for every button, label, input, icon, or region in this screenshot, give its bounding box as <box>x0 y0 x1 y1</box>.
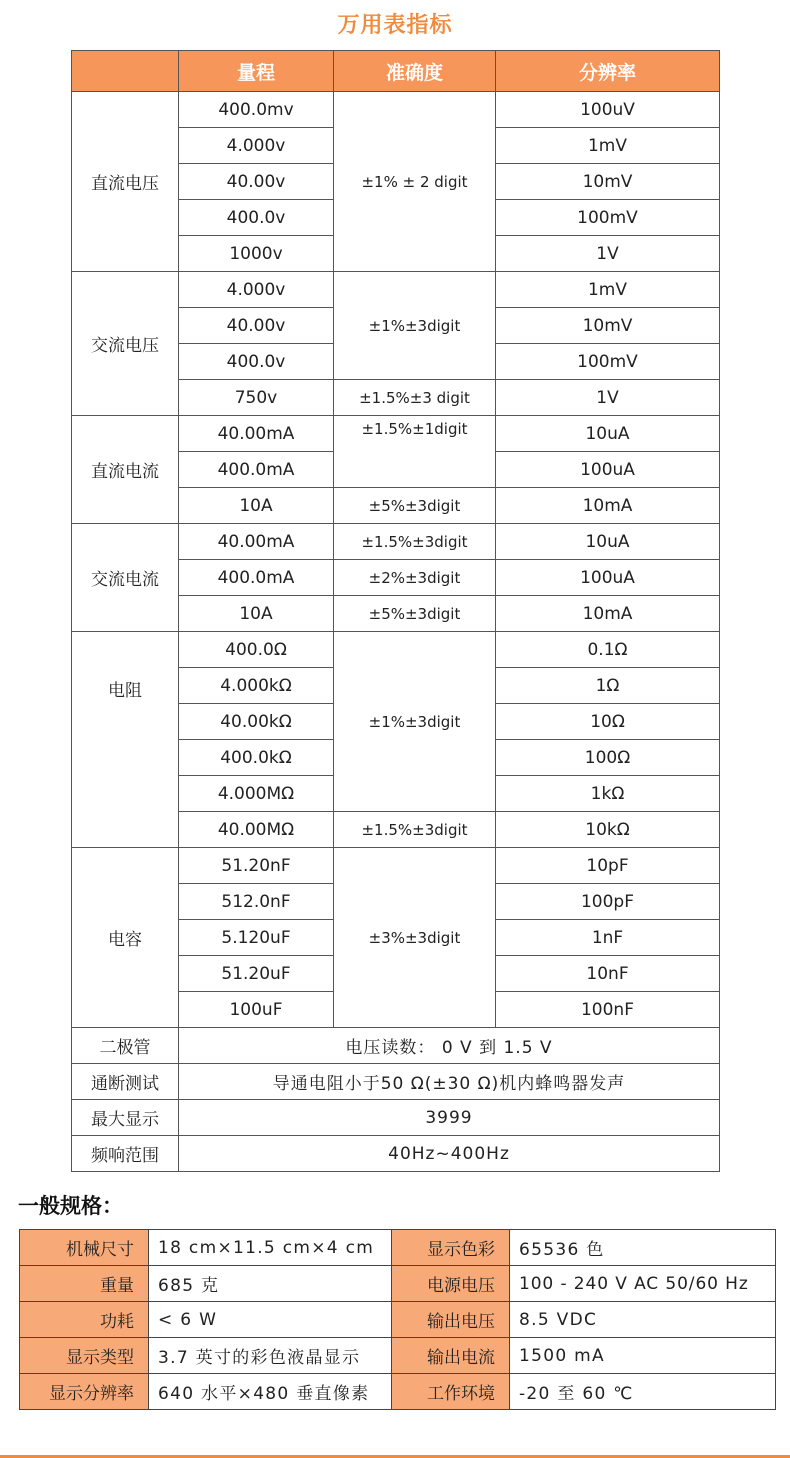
range-cell: 750v <box>179 380 334 416</box>
spec-key: 重量 <box>20 1266 149 1302</box>
resolution-cell: 10uA <box>496 416 720 452</box>
resolution-cell: 10mA <box>496 488 720 524</box>
misc-value-continuity: 导通电阻小于50 Ω(±30 Ω)机内蜂鸣器发声 <box>179 1064 720 1100</box>
spec-key: 显示类型 <box>20 1338 149 1374</box>
resolution-cell: 0.1Ω <box>496 632 720 668</box>
resolution-cell: 100Ω <box>496 740 720 776</box>
spec-value: 1500 mA <box>510 1338 776 1374</box>
function-ac-voltage: 交流电压 <box>72 272 179 416</box>
resolution-cell: 100pF <box>496 884 720 920</box>
spec-value: 18 cm×11.5 cm×4 cm <box>149 1230 392 1266</box>
misc-label-continuity: 通断测试 <box>72 1064 179 1100</box>
range-cell: 400.0mA <box>179 452 334 488</box>
range-cell: 100uF <box>179 992 334 1028</box>
misc-label-frequency: 频响范围 <box>72 1136 179 1172</box>
table-row <box>72 632 720 668</box>
misc-label-diode: 二极管 <box>72 1028 179 1064</box>
range-cell: 4.000v <box>179 272 334 308</box>
table-row <box>72 92 720 128</box>
table-row <box>72 1028 720 1064</box>
range-cell: 400.0kΩ <box>179 740 334 776</box>
accuracy-cell: ±1% ± 2 digit <box>334 92 496 272</box>
spec-key: 机械尺寸 <box>20 1230 149 1266</box>
resolution-cell: 1V <box>496 236 720 272</box>
spec-value: 100 - 240 V AC 50/60 Hz <box>510 1266 776 1302</box>
range-cell: 5.120uF <box>179 920 334 956</box>
resolution-cell: 10Ω <box>496 704 720 740</box>
resolution-cell: 1mV <box>496 272 720 308</box>
resolution-cell: 100mV <box>496 344 720 380</box>
resolution-cell: 10mV <box>496 308 720 344</box>
spec-key: 输出电压 <box>392 1302 510 1338</box>
spec-value: 65536 色 <box>510 1230 776 1266</box>
range-cell: 40.00kΩ <box>179 704 334 740</box>
accuracy-cell: ±5%±3digit <box>334 488 496 524</box>
table-row <box>20 1374 776 1410</box>
spec-key: 显示色彩 <box>392 1230 510 1266</box>
resolution-cell: 10mA <box>496 596 720 632</box>
function-resistance: 电阻 <box>72 632 179 848</box>
range-cell: 400.0mA <box>179 560 334 596</box>
range-cell: 40.00mA <box>179 524 334 560</box>
accuracy-cell: ±1.5%±3 digit <box>334 380 496 416</box>
table-row <box>72 524 720 560</box>
range-cell: 400.0Ω <box>179 632 334 668</box>
resolution-cell: 100nF <box>496 992 720 1028</box>
resolution-cell: 100uA <box>496 560 720 596</box>
range-cell: 400.0mv <box>179 92 334 128</box>
range-cell: 4.000v <box>179 128 334 164</box>
header-accuracy: 准确度 <box>334 51 496 92</box>
resolution-cell: 10uA <box>496 524 720 560</box>
spec-key: 工作环境 <box>392 1374 510 1410</box>
range-cell: 40.00MΩ <box>179 812 334 848</box>
table-row <box>72 1064 720 1100</box>
accuracy-cell: ±1%±3digit <box>334 272 496 380</box>
range-cell: 512.0nF <box>179 884 334 920</box>
misc-value-diode: 电压读数： 0 V 到 1.5 V <box>179 1028 720 1064</box>
range-cell: 400.0v <box>179 344 334 380</box>
resolution-cell: 10kΩ <box>496 812 720 848</box>
range-cell: 400.0v <box>179 200 334 236</box>
accuracy-cell: ±1.5%±3digit <box>334 524 496 560</box>
spec-value: 685 克 <box>149 1266 392 1302</box>
accuracy-cell: ±1%±3digit <box>334 632 496 812</box>
general-spec-table <box>19 1229 776 1410</box>
spec-value: 3.7 英寸的彩色液晶显示 <box>149 1338 392 1374</box>
function-ac-current: 交流电流 <box>72 524 179 632</box>
table-row <box>72 1136 720 1172</box>
range-cell: 51.20nF <box>179 848 334 884</box>
resolution-cell: 1nF <box>496 920 720 956</box>
multimeter-spec-table <box>71 50 720 1172</box>
accuracy-cell: ±1.5%±3digit <box>334 812 496 848</box>
misc-value-max-display: 3999 <box>179 1100 720 1136</box>
table-row <box>20 1338 776 1374</box>
accuracy-cell: ±3%±3digit <box>334 848 496 1028</box>
misc-label-max-display: 最大显示 <box>72 1100 179 1136</box>
spec-value: 8.5 VDC <box>510 1302 776 1338</box>
range-cell: 10A <box>179 488 334 524</box>
resolution-cell: 100mV <box>496 200 720 236</box>
spec-key: 功耗 <box>20 1302 149 1338</box>
range-cell: 10A <box>179 596 334 632</box>
resolution-cell: 1V <box>496 380 720 416</box>
spec-value: -20 至 60 ℃ <box>510 1374 776 1410</box>
range-cell: 40.00v <box>179 164 334 200</box>
range-cell: 1000v <box>179 236 334 272</box>
resolution-cell: 10mV <box>496 164 720 200</box>
spec-header-row <box>72 51 720 92</box>
resolution-cell: 100uA <box>496 452 720 488</box>
resolution-cell: 10nF <box>496 956 720 992</box>
range-cell: 4.000MΩ <box>179 776 334 812</box>
function-capacitance: 电容 <box>72 848 179 1028</box>
accuracy-cell: ±2%±3digit <box>334 560 496 596</box>
function-dc-voltage: 直流电压 <box>72 92 179 272</box>
spec-key: 电源电压 <box>392 1266 510 1302</box>
range-cell: 51.20uF <box>179 956 334 992</box>
accuracy-cell: ±1.5%±1digit <box>334 416 496 488</box>
spec-value: 640 水平×480 垂直像素 <box>149 1374 392 1410</box>
spec-value: < 6 W <box>149 1302 392 1338</box>
misc-value-frequency: 40Hz~400Hz <box>179 1136 720 1172</box>
table-row <box>72 416 720 452</box>
table-row <box>20 1302 776 1338</box>
table-row <box>72 1100 720 1136</box>
range-cell: 4.000kΩ <box>179 668 334 704</box>
spec-key: 输出电流 <box>392 1338 510 1374</box>
resolution-cell: 100uV <box>496 92 720 128</box>
function-dc-current: 直流电流 <box>72 416 179 524</box>
header-function <box>72 51 179 92</box>
accuracy-cell: ±5%±3digit <box>334 596 496 632</box>
resolution-cell: 1mV <box>496 128 720 164</box>
spec-key: 显示分辨率 <box>20 1374 149 1410</box>
table-row <box>72 272 720 308</box>
range-cell: 40.00v <box>179 308 334 344</box>
resolution-cell: 1kΩ <box>496 776 720 812</box>
range-cell: 40.00mA <box>179 416 334 452</box>
header-resolution: 分辨率 <box>496 51 720 92</box>
table-row <box>72 848 720 884</box>
table-row <box>20 1266 776 1302</box>
header-range: 量程 <box>179 51 334 92</box>
resolution-cell: 10pF <box>496 848 720 884</box>
table-row <box>20 1230 776 1266</box>
page-title: 万用表指标 <box>337 13 453 38</box>
resolution-cell: 1Ω <box>496 668 720 704</box>
general-spec-title: 一般规格： <box>18 1194 123 1218</box>
